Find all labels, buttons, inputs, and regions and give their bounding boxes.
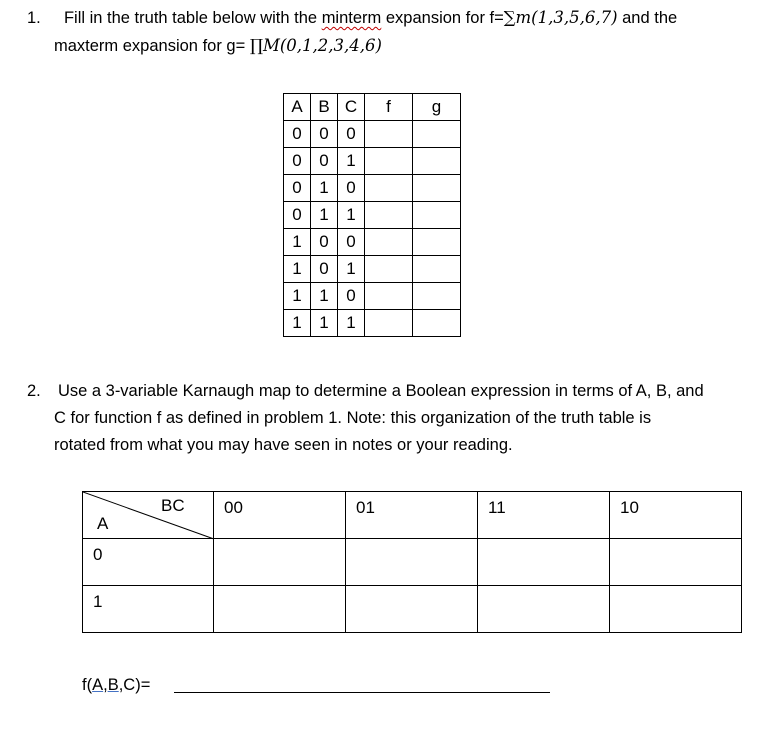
- maxterm-expression: M(0,1,2,3,4,6): [262, 36, 382, 55]
- cell-f[interactable]: [365, 148, 413, 175]
- kmap-cell[interactable]: [214, 586, 346, 633]
- kmap-col-var: BC: [161, 496, 185, 515]
- problem1-line1: [27, 8, 677, 28]
- table-row: [284, 148, 461, 175]
- cell-b: 0: [311, 256, 338, 283]
- cell-a: 1: [284, 229, 311, 256]
- problem1-text-d: maxterm expansion for g=: [54, 37, 246, 55]
- cell-a: 0: [284, 175, 311, 202]
- kmap-corner-cell: [83, 492, 214, 539]
- answer-var-b: B: [107, 676, 119, 694]
- cell-f[interactable]: [365, 202, 413, 229]
- problem1-text-a: Fill in the truth table below with the: [63, 9, 318, 27]
- problem2-number: 2.: [27, 382, 41, 400]
- header-g: g: [413, 94, 461, 121]
- kmap-row-var: A: [97, 514, 109, 533]
- cell-a: 0: [284, 121, 311, 148]
- cell-b: 1: [311, 310, 338, 337]
- problem2-text-1: Use a 3-variable Karnaugh map to determine a Boolean expression in terms of A, B, and: [57, 382, 704, 400]
- header-f: f: [365, 94, 413, 121]
- kmap-row-header: [83, 539, 214, 586]
- kmap-row-label: 1: [93, 592, 103, 611]
- cell-a: 0: [284, 202, 311, 229]
- cell-g[interactable]: [413, 283, 461, 310]
- cell-g[interactable]: [413, 256, 461, 283]
- cell-g[interactable]: [413, 175, 461, 202]
- kmap-cell[interactable]: [346, 586, 478, 633]
- cell-c: 1: [338, 310, 365, 337]
- kmap-col-header: [346, 492, 478, 539]
- problem1-line2: [54, 36, 382, 56]
- cell-g[interactable]: [413, 121, 461, 148]
- cell-a: 0: [284, 148, 311, 175]
- cell-b: 1: [311, 283, 338, 310]
- kmap-col-label: 00: [224, 498, 243, 517]
- cell-f[interactable]: [365, 121, 413, 148]
- cell-c: 1: [338, 256, 365, 283]
- table-row: [284, 175, 461, 202]
- problem1-number: 1.: [27, 9, 41, 27]
- kmap-cell[interactable]: [478, 539, 610, 586]
- table-row: [284, 310, 461, 337]
- kmap-cell[interactable]: [214, 539, 346, 586]
- cell-g[interactable]: [413, 148, 461, 175]
- cell-b: 1: [311, 175, 338, 202]
- cell-c: 0: [338, 121, 365, 148]
- minterm-expression: m(1,3,5,6,7): [515, 8, 618, 27]
- answer-comma: ,: [103, 676, 108, 694]
- kmap-col-label: 01: [356, 498, 375, 517]
- truth-table-header-row: [284, 94, 461, 121]
- kmap-col-label: 11: [488, 498, 506, 517]
- header-b: B: [311, 94, 338, 121]
- problem2-text-2: C for function f as defined in problem 1. Note: this organization of the truth table is: [54, 409, 652, 427]
- answer-var-a: A: [92, 676, 104, 694]
- cell-a: 1: [284, 256, 311, 283]
- table-row: [284, 121, 461, 148]
- cell-b: 0: [311, 121, 338, 148]
- kmap-header-row: [83, 492, 742, 539]
- problem1-text-b: expansion for f=: [385, 9, 504, 27]
- cell-f[interactable]: [365, 310, 413, 337]
- cell-b: 0: [311, 229, 338, 256]
- cell-c: 0: [338, 175, 365, 202]
- table-row: [284, 283, 461, 310]
- karnaugh-map: [82, 491, 742, 633]
- answer-prefix: f(: [82, 676, 93, 694]
- kmap-row-header: [83, 586, 214, 633]
- table-row: [284, 229, 461, 256]
- kmap-col-label: 10: [620, 498, 639, 517]
- cell-f[interactable]: [365, 229, 413, 256]
- cell-c: 0: [338, 229, 365, 256]
- problem2-text-3: rotated from what you may have seen in notes or your reading.: [54, 436, 513, 454]
- kmap-cell[interactable]: [610, 539, 742, 586]
- answer-label: [82, 675, 150, 695]
- answer-blank-line[interactable]: [174, 692, 550, 693]
- cell-b: 1: [311, 202, 338, 229]
- cell-f[interactable]: [365, 175, 413, 202]
- truth-table: [283, 93, 461, 337]
- header-c: C: [338, 94, 365, 121]
- sum-symbol: ∑: [503, 8, 516, 27]
- product-symbol: ∏: [249, 36, 263, 55]
- minterm-word: minterm: [321, 9, 382, 27]
- cell-g[interactable]: [413, 202, 461, 229]
- cell-g[interactable]: [413, 310, 461, 337]
- kmap-col-header: [610, 492, 742, 539]
- kmap-cell[interactable]: [610, 586, 742, 633]
- kmap-cell[interactable]: [478, 586, 610, 633]
- cell-a: 1: [284, 310, 311, 337]
- kmap-row: [83, 586, 742, 633]
- cell-f[interactable]: [365, 283, 413, 310]
- cell-c: 1: [338, 202, 365, 229]
- header-a: A: [284, 94, 311, 121]
- kmap-col-header: [214, 492, 346, 539]
- problem1-text-c: and the: [622, 9, 678, 27]
- problem2-line1: [27, 381, 704, 401]
- cell-a: 1: [284, 283, 311, 310]
- cell-c: 0: [338, 283, 365, 310]
- table-row: [284, 256, 461, 283]
- kmap-col-header: [478, 492, 610, 539]
- kmap-row: [83, 539, 742, 586]
- kmap-row-label: 0: [93, 545, 103, 564]
- answer-suffix: ,C)=: [118, 676, 151, 694]
- table-row: [284, 202, 461, 229]
- cell-b: 0: [311, 148, 338, 175]
- cell-g[interactable]: [413, 229, 461, 256]
- cell-f[interactable]: [365, 256, 413, 283]
- cell-c: 1: [338, 148, 365, 175]
- kmap-cell[interactable]: [346, 539, 478, 586]
